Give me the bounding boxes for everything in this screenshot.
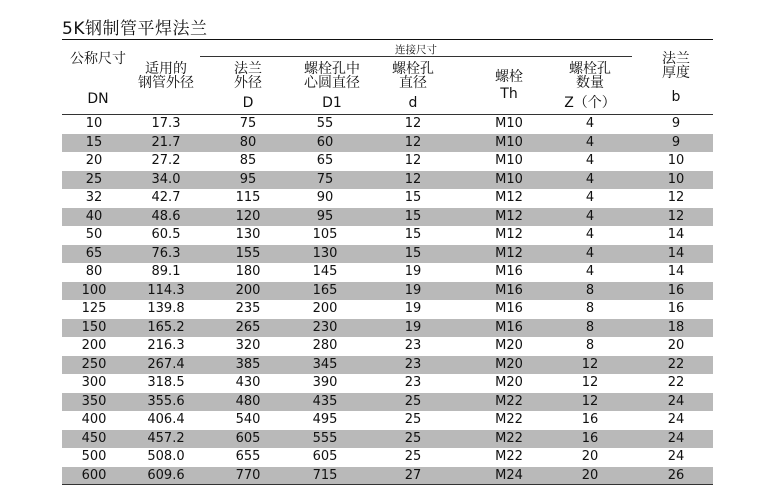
table-row	[62, 356, 713, 375]
table-row	[62, 467, 713, 486]
cell-flange-od: 95	[239, 171, 257, 187]
cell-bolt-count: 4	[585, 153, 595, 168]
cell-bolt-count: 4	[585, 264, 595, 279]
table-row	[62, 171, 713, 190]
cell-pipe-od: 139.8	[147, 301, 185, 316]
cell-pipe-od: 165.2	[147, 319, 185, 335]
group-header-connection-dimensions: 连接尺寸	[395, 44, 437, 56]
header-bolt-count: 螺栓孔 数量	[569, 61, 611, 91]
cell-bolt: M24	[495, 467, 523, 483]
cell-bolt-circle: 95	[316, 208, 334, 224]
cell-bolt-hole: 25	[404, 430, 422, 446]
cell-thickness: 14	[667, 227, 685, 242]
cell-bolt: M20	[495, 375, 523, 390]
cell-bolt: M10	[495, 171, 523, 187]
cell-bolt: M10	[495, 116, 523, 131]
cell-bolt: M12	[495, 190, 523, 205]
cell-bolt-circle: 280	[312, 338, 338, 353]
cell-thickness: 22	[667, 375, 685, 390]
cell-flange-od: 120	[235, 208, 261, 224]
cell-dn: 10	[85, 116, 103, 131]
table-row	[62, 226, 713, 245]
cell-flange-od: 480	[235, 393, 261, 409]
cell-bolt-hole: 27	[404, 467, 422, 483]
table-row	[62, 282, 713, 301]
cell-bolt: M22	[495, 412, 523, 427]
cell-dn: 600	[81, 467, 107, 483]
cell-bolt-circle: 715	[312, 467, 338, 483]
cell-flange-od: 85	[239, 153, 257, 168]
cell-bolt-count: 12	[581, 375, 599, 390]
cell-pipe-od: 267.4	[147, 356, 185, 372]
cell-pipe-od: 114.3	[147, 282, 185, 298]
cell-thickness: 12	[667, 190, 685, 205]
header-bolt-circle-sub: D1	[322, 95, 342, 111]
cell-bolt-count: 8	[585, 338, 595, 353]
cell-bolt-count: 20	[581, 467, 599, 483]
table-row	[62, 208, 713, 227]
cell-bolt-count: 8	[585, 301, 595, 316]
cell-bolt-count: 12	[581, 356, 599, 372]
cell-pipe-od: 508.0	[147, 449, 185, 464]
cell-bolt-hole: 12	[404, 116, 422, 131]
header-bolt: 螺栓	[495, 69, 523, 85]
cell-bolt: M16	[495, 264, 523, 279]
cell-flange-od: 200	[235, 282, 261, 298]
cell-thickness: 10	[667, 153, 685, 168]
cell-flange-od: 770	[235, 467, 261, 483]
header-bolt-hole-diameter-sub: d	[408, 95, 418, 111]
cell-flange-od: 655	[235, 449, 261, 464]
cell-thickness: 18	[667, 319, 685, 335]
cell-bolt-circle: 60	[316, 134, 334, 150]
cell-bolt-circle: 165	[312, 282, 338, 298]
cell-thickness: 24	[667, 412, 685, 427]
cell-flange-od: 155	[235, 245, 261, 261]
cell-thickness: 9	[671, 134, 681, 150]
cell-bolt-hole: 12	[404, 153, 422, 168]
cell-dn: 350	[81, 393, 107, 409]
cell-bolt: M22	[495, 430, 523, 446]
cell-flange-od: 540	[235, 412, 261, 427]
cell-dn: 500	[81, 449, 107, 464]
cell-bolt-circle: 495	[312, 412, 338, 427]
cell-bolt-count: 4	[585, 171, 595, 187]
header-bolt-hole-diameter: 螺栓孔 直径	[392, 61, 434, 91]
cell-dn: 40	[85, 208, 103, 224]
cell-bolt-hole: 25	[404, 393, 422, 409]
cell-thickness: 12	[667, 208, 685, 224]
table-row	[62, 337, 713, 356]
cell-dn: 450	[81, 430, 107, 446]
cell-dn: 25	[85, 171, 103, 187]
cell-bolt: M10	[495, 134, 523, 150]
cell-bolt: M22	[495, 449, 523, 464]
cell-bolt-count: 4	[585, 134, 595, 150]
cell-bolt-circle: 555	[312, 430, 338, 446]
cell-bolt-hole: 15	[404, 245, 422, 261]
cell-bolt-count: 4	[585, 116, 595, 131]
cell-thickness: 16	[667, 282, 685, 298]
cell-bolt-circle: 145	[312, 264, 338, 279]
cell-bolt-hole: 23	[404, 356, 422, 372]
cell-bolt-circle: 345	[312, 356, 338, 372]
table-title: 5K钢制管平焊法兰	[62, 19, 208, 39]
cell-bolt-count: 4	[585, 227, 595, 242]
group-header-rule	[200, 56, 632, 57]
cell-bolt-hole: 23	[404, 375, 422, 390]
cell-dn: 100	[81, 282, 107, 298]
cell-pipe-od: 42.7	[151, 190, 181, 205]
cell-bolt-count: 12	[581, 393, 599, 409]
cell-bolt-count: 20	[581, 449, 599, 464]
cell-bolt-hole: 15	[404, 190, 422, 205]
cell-bolt-count: 4	[585, 190, 595, 205]
cell-bolt-hole: 25	[404, 412, 422, 427]
cell-bolt: M22	[495, 393, 523, 409]
cell-bolt-hole: 19	[404, 319, 422, 335]
header-nominal-size-sub: DN	[87, 91, 109, 107]
header-flange-od: 法兰 外径	[234, 61, 262, 91]
cell-dn: 200	[81, 338, 107, 353]
cell-bolt-circle: 90	[316, 190, 334, 205]
cell-bolt-count: 16	[581, 430, 599, 446]
cell-flange-od: 235	[235, 301, 261, 316]
table-row	[62, 430, 713, 449]
cell-pipe-od: 457.2	[147, 430, 185, 446]
cell-dn: 250	[81, 356, 107, 372]
cell-bolt-circle: 230	[312, 319, 338, 335]
cell-bolt: M16	[495, 301, 523, 316]
table-bottom-rule	[62, 484, 713, 485]
cell-bolt-count: 4	[585, 208, 595, 224]
cell-pipe-od: 21.7	[151, 134, 181, 150]
cell-bolt: M16	[495, 319, 523, 335]
cell-dn: 300	[81, 375, 107, 390]
cell-bolt-count: 8	[585, 282, 595, 298]
cell-bolt: M20	[495, 356, 523, 372]
cell-pipe-od: 318.5	[147, 375, 185, 390]
cell-dn: 80	[85, 264, 103, 279]
cell-flange-od: 115	[235, 190, 261, 205]
cell-flange-od: 385	[235, 356, 261, 372]
cell-pipe-od: 17.3	[151, 116, 181, 131]
cell-dn: 50	[85, 227, 103, 242]
cell-dn: 65	[85, 245, 103, 261]
table-row	[62, 300, 713, 319]
cell-bolt-hole: 19	[404, 301, 422, 316]
cell-bolt-circle: 55	[316, 116, 334, 131]
header-bolt-sub: Th	[500, 86, 518, 102]
cell-pipe-od: 355.6	[147, 393, 185, 409]
cell-bolt-hole: 12	[404, 134, 422, 150]
cell-thickness: 10	[667, 171, 685, 187]
cell-pipe-od: 406.4	[147, 412, 185, 427]
cell-bolt-count: 4	[585, 245, 595, 261]
cell-dn: 15	[85, 134, 103, 150]
cell-bolt: M12	[495, 245, 523, 261]
cell-bolt-circle: 390	[312, 375, 338, 390]
header-bolt-circle: 螺栓孔中 心圆直径	[304, 61, 360, 91]
cell-thickness: 22	[667, 356, 685, 372]
cell-flange-od: 180	[235, 264, 261, 279]
cell-flange-od: 320	[235, 338, 261, 353]
cell-pipe-od: 609.6	[147, 467, 185, 483]
table-row	[62, 393, 713, 412]
title-underline	[62, 39, 713, 40]
cell-bolt-hole: 19	[404, 264, 422, 279]
header-flange-thickness-sub: b	[671, 89, 681, 105]
cell-flange-od: 80	[239, 134, 257, 150]
cell-bolt-circle: 130	[312, 245, 338, 261]
cell-pipe-od: 216.3	[147, 338, 185, 353]
cell-flange-od: 75	[239, 116, 257, 131]
cell-bolt: M12	[495, 208, 523, 224]
table-row	[62, 115, 713, 134]
cell-bolt-circle: 75	[316, 171, 334, 187]
cell-thickness: 20	[667, 338, 685, 353]
cell-bolt-circle: 105	[312, 227, 338, 242]
table-row	[62, 411, 713, 430]
cell-pipe-od: 60.5	[151, 227, 181, 242]
cell-thickness: 16	[667, 301, 685, 316]
cell-flange-od: 265	[235, 319, 261, 335]
cell-bolt-circle: 605	[312, 449, 338, 464]
cell-bolt-count: 8	[585, 319, 595, 335]
cell-bolt-circle: 200	[312, 301, 338, 316]
table-row	[62, 134, 713, 153]
cell-thickness: 24	[667, 449, 685, 464]
table-row	[62, 152, 713, 171]
table-row	[62, 189, 713, 208]
header-flange-thickness: 法兰 厚度	[662, 51, 690, 81]
cell-bolt-hole: 25	[404, 449, 422, 464]
table-row	[62, 319, 713, 338]
table-body	[62, 115, 713, 485]
cell-pipe-od: 27.2	[151, 153, 181, 168]
cell-bolt-hole: 15	[404, 208, 422, 224]
table-row	[62, 245, 713, 264]
cell-thickness: 26	[667, 467, 685, 483]
cell-bolt: M20	[495, 338, 523, 353]
cell-bolt-hole: 12	[404, 171, 422, 187]
cell-bolt: M12	[495, 227, 523, 242]
cell-pipe-od: 48.6	[151, 208, 181, 224]
cell-thickness: 9	[671, 116, 681, 131]
cell-dn: 150	[81, 319, 107, 335]
cell-dn: 400	[81, 412, 107, 427]
table-row	[62, 263, 713, 282]
header-pipe-od: 适用的 钢管外径	[138, 61, 194, 91]
header-bolt-count-sub: Z（个）	[564, 95, 616, 111]
cell-pipe-od: 34.0	[151, 171, 181, 187]
cell-dn: 32	[85, 190, 103, 205]
table-row	[62, 448, 713, 467]
cell-flange-od: 605	[235, 430, 261, 446]
cell-flange-od: 430	[235, 375, 261, 390]
header-nominal-size: 公称尺寸	[70, 51, 126, 67]
cell-thickness: 14	[667, 264, 685, 279]
cell-pipe-od: 76.3	[151, 245, 181, 261]
cell-bolt-hole: 23	[404, 338, 422, 353]
cell-bolt-hole: 15	[404, 227, 422, 242]
table-row	[62, 374, 713, 393]
cell-thickness: 24	[667, 393, 685, 409]
cell-bolt-circle: 65	[316, 153, 334, 168]
cell-dn: 125	[81, 301, 107, 316]
cell-bolt: M10	[495, 153, 523, 168]
cell-bolt-count: 16	[581, 412, 599, 427]
cell-flange-od: 130	[235, 227, 261, 242]
cell-dn: 20	[85, 153, 103, 168]
cell-pipe-od: 89.1	[151, 264, 181, 279]
header-flange-od-sub: D	[242, 95, 254, 111]
cell-bolt-hole: 19	[404, 282, 422, 298]
cell-thickness: 24	[667, 430, 685, 446]
cell-bolt: M16	[495, 282, 523, 298]
cell-bolt-circle: 435	[312, 393, 338, 409]
cell-thickness: 14	[667, 245, 685, 261]
